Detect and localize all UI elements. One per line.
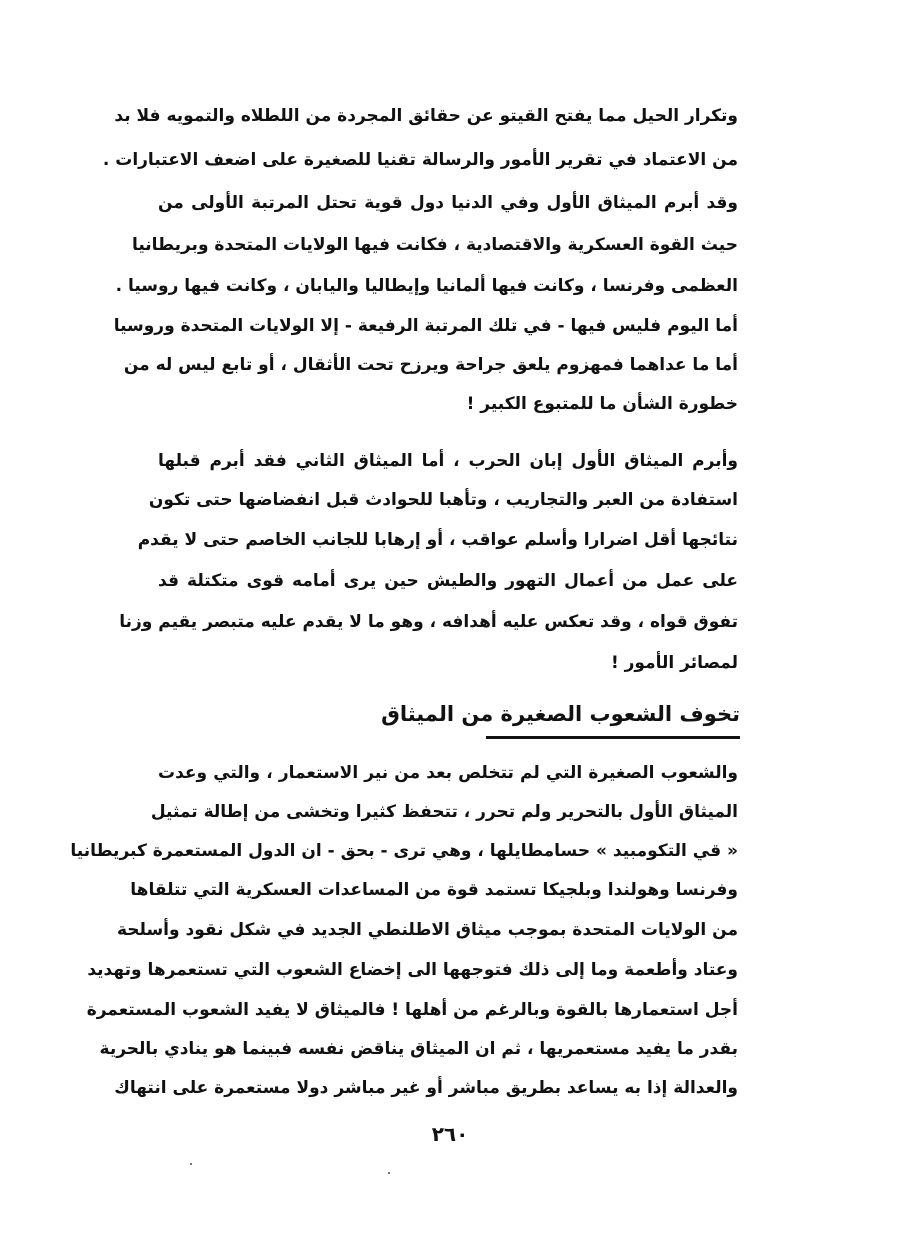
text-line: العظمى وفرنسا ، وكانت فيها ألمانيا وإيطاليا واليابان ، وكانت فيها روسيا . <box>115 276 738 296</box>
text-line: وقد أبرم الميثاق الأول وفي الدنيا دول قوية تحتل المرتبة الأولى من <box>158 193 738 213</box>
text-line: استفادة من العبر والتجاريب ، وتأهبا للحوادث قبل انفضاضها حتى تكون <box>148 490 738 510</box>
text-line: وأبرم الميثاق الأول إبان الحرب ، أما الميثاق الثاني فقد أبرم قبلها <box>158 451 738 471</box>
text-line: « قي التكومبيد » حسامطايلها ، وهي ترى - بحق - ان الدول المستعمرة كبريطانيا <box>70 841 738 861</box>
text-line: أما ما عداهما فمهزوم يلعق جراحة ويرزح تحت الأثقال ، أو تابع ليس له من <box>123 355 738 375</box>
text-line: تفوق قواه ، وقد تعكس عليه أهدافه ، وهو ما لا يقدم عليه متبصر يقيم وزنا <box>119 612 738 632</box>
text-line: أجل استعمارها بالقوة وبالرغم من أهلها ! فالميثاق لا يفيد الشعوب المستعمرة <box>86 1000 738 1020</box>
scan-speck <box>388 1172 390 1174</box>
text-line: على عمل من أعمال التهور والطيش حين يرى أمامه قوى متكتلة قد <box>158 571 738 591</box>
text-line: وعتاد وأطعمة وما إلى ذلك فتوجهها الى إخضاع الشعوب التي تستعمرها وتهديد <box>87 960 738 980</box>
text-line: من الاعتماد في تقرير الأمور والرسالة تقنيا للصغيرة على اضعف الاعتبارات . <box>102 150 738 170</box>
page-number: ٢٦٠ <box>431 1122 469 1146</box>
text-line: لمصائر الأمور ! <box>610 653 738 673</box>
text-line: والشعوب الصغيرة التي لم تتخلص بعد من نير الاستعمار ، والتي وعدت <box>158 763 738 783</box>
text-line: من الولايات المتحدة بموجب ميثاق الاطلنطي الجديد في شكل نقود وأسلحة <box>116 920 738 940</box>
text-line: بقدر ما يفيد مستعمريها ، ثم ان الميثاق يناقض نفسه فبينما هو ينادي بالحرية <box>99 1039 738 1059</box>
text-line: حيث القوة العسكرية والاقتصادية ، فكانت فيها الولايات المتحدة وبريطانيا <box>131 235 738 255</box>
text-line: الميثاق الأول بالتحرير ولم تحرر ، تتحفظ كثيرا وتخشى من إطالة تمثيل <box>150 802 738 822</box>
heading-underline <box>486 736 740 739</box>
text-line: والعدالة إذا به يساعد بطريق مباشر أو غير مباشر دولا مستعمرة على انتهاك <box>114 1078 738 1098</box>
scan-speck <box>190 1163 192 1165</box>
text-line: خطورة الشأن ما للمتبوع الكبير ! <box>466 394 738 414</box>
text-line: وفرنسا وهولندا وبلجيكا تستمد قوة من المساعدات العسكرية التي تتلقاها <box>130 880 738 900</box>
text-line: أما اليوم فليس فيها - في تلك المرتبة الرفيعة - إلا الولايات المتحدة وروسيا <box>113 316 738 336</box>
section-heading: تخوف الشعوب الصغيرة من الميثاق <box>381 702 740 726</box>
text-line: وتكرار الحيل مما يفتح القيتو عن حقائق المجردة من اللطلاه والتمويه فلا بد <box>114 106 738 126</box>
text-line: نتائجها أقل اضرارا وأسلم عواقب ، أو إرهابا للجانب الخاصم حتى لا يقدم <box>137 530 738 550</box>
